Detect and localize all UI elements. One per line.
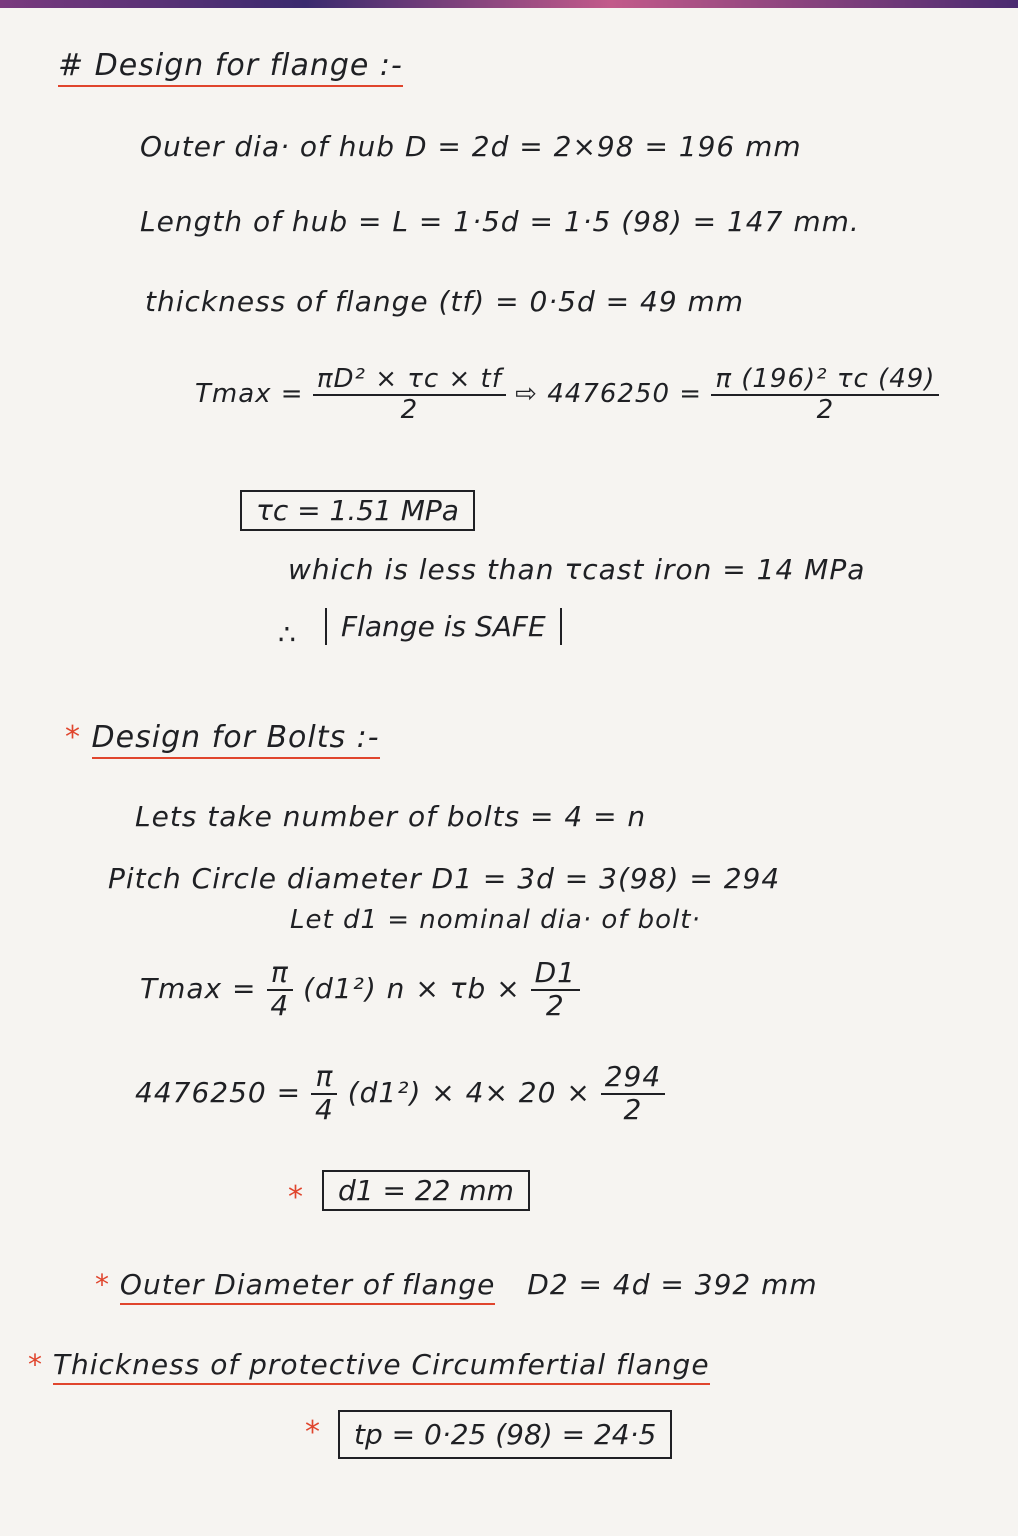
let-d1: Let d1 = nominal dia· of bolt· [290,905,701,935]
bolt-value-equation: 4476250 = $\frac{\pi}{4}$ (d1²) × 4× 20 × $\frac{294}{2}$ [135,1062,665,1126]
bolts-heading: * Design for Bolts :- [65,720,380,755]
top-edge-band [0,0,1018,8]
comparison-text: which is less than τcast iron = 14 MPa [288,553,866,586]
tmax-arrow: ⇨ 4476250 = [515,379,703,410]
d1-result-box: d1 = 22 mm [322,1170,530,1211]
tmax-rhs-fraction: $\frac{\text{π (196)² τc (49)}}{2}$ [711,365,939,424]
num-bolts: Lets take number of bolts = 4 = n [135,800,647,833]
outer-diameter-value: D2 = 4d = 392 mm [527,1268,818,1301]
tau-result-box: τc = 1.51 MPa [240,490,475,531]
tmax-lhs: Tmax = [195,379,304,410]
tmax-flange-equation [195,365,939,424]
eq-pi-over-4: $\frac{\pi}{4}$ [311,1062,338,1126]
pitch-circle: Pitch Circle diameter D1 = 3d = 3(98) = 294 [108,862,781,895]
flange-safe-box: Flange is SAFE [325,608,562,645]
therefore-symbol: ∴ [278,618,297,651]
pi-over-4: $\frac{\pi}{4}$ [266,958,293,1022]
outer-diameter-label: Outer Diameter of flange [120,1268,495,1305]
thickness-line: * Thickness of protective Circumfertial flange [28,1348,710,1381]
d1-over-2: $\frac{D1}{2}$ [531,958,580,1022]
eq-294-over-2: $\frac{294}{2}$ [601,1062,665,1126]
hub-length: Length of hub = L = 1·5d = 1·5 (98) = 147 mm. [140,205,860,238]
hub-outer-dia: Outer dia· of hub D = 2d = 2×98 = 196 mm [140,130,802,163]
flange-thickness: thickness of flange (tf) = 0·5d = 49 mm [145,285,745,318]
tmax-fraction: $\frac{\text{πD² × τc × tf}}{2}$ [313,365,506,424]
d1-star: * [288,1180,304,1215]
outer-diameter-line: * Outer Diameter of flange D2 = 4d = 392 mm [95,1268,818,1301]
flange-heading: # Design for flange :- [58,48,403,83]
tp-star: * [305,1415,321,1450]
tmax-bolt-equation: Tmax = $\frac{\pi}{4}$ (d1²) n × τb × $\frac{D1}{2}$ [140,958,580,1022]
thickness-label: Thickness of protective Circumfertial flange [53,1348,710,1385]
tp-result-box: tp = 0·25 (98) = 24·5 [338,1410,672,1459]
